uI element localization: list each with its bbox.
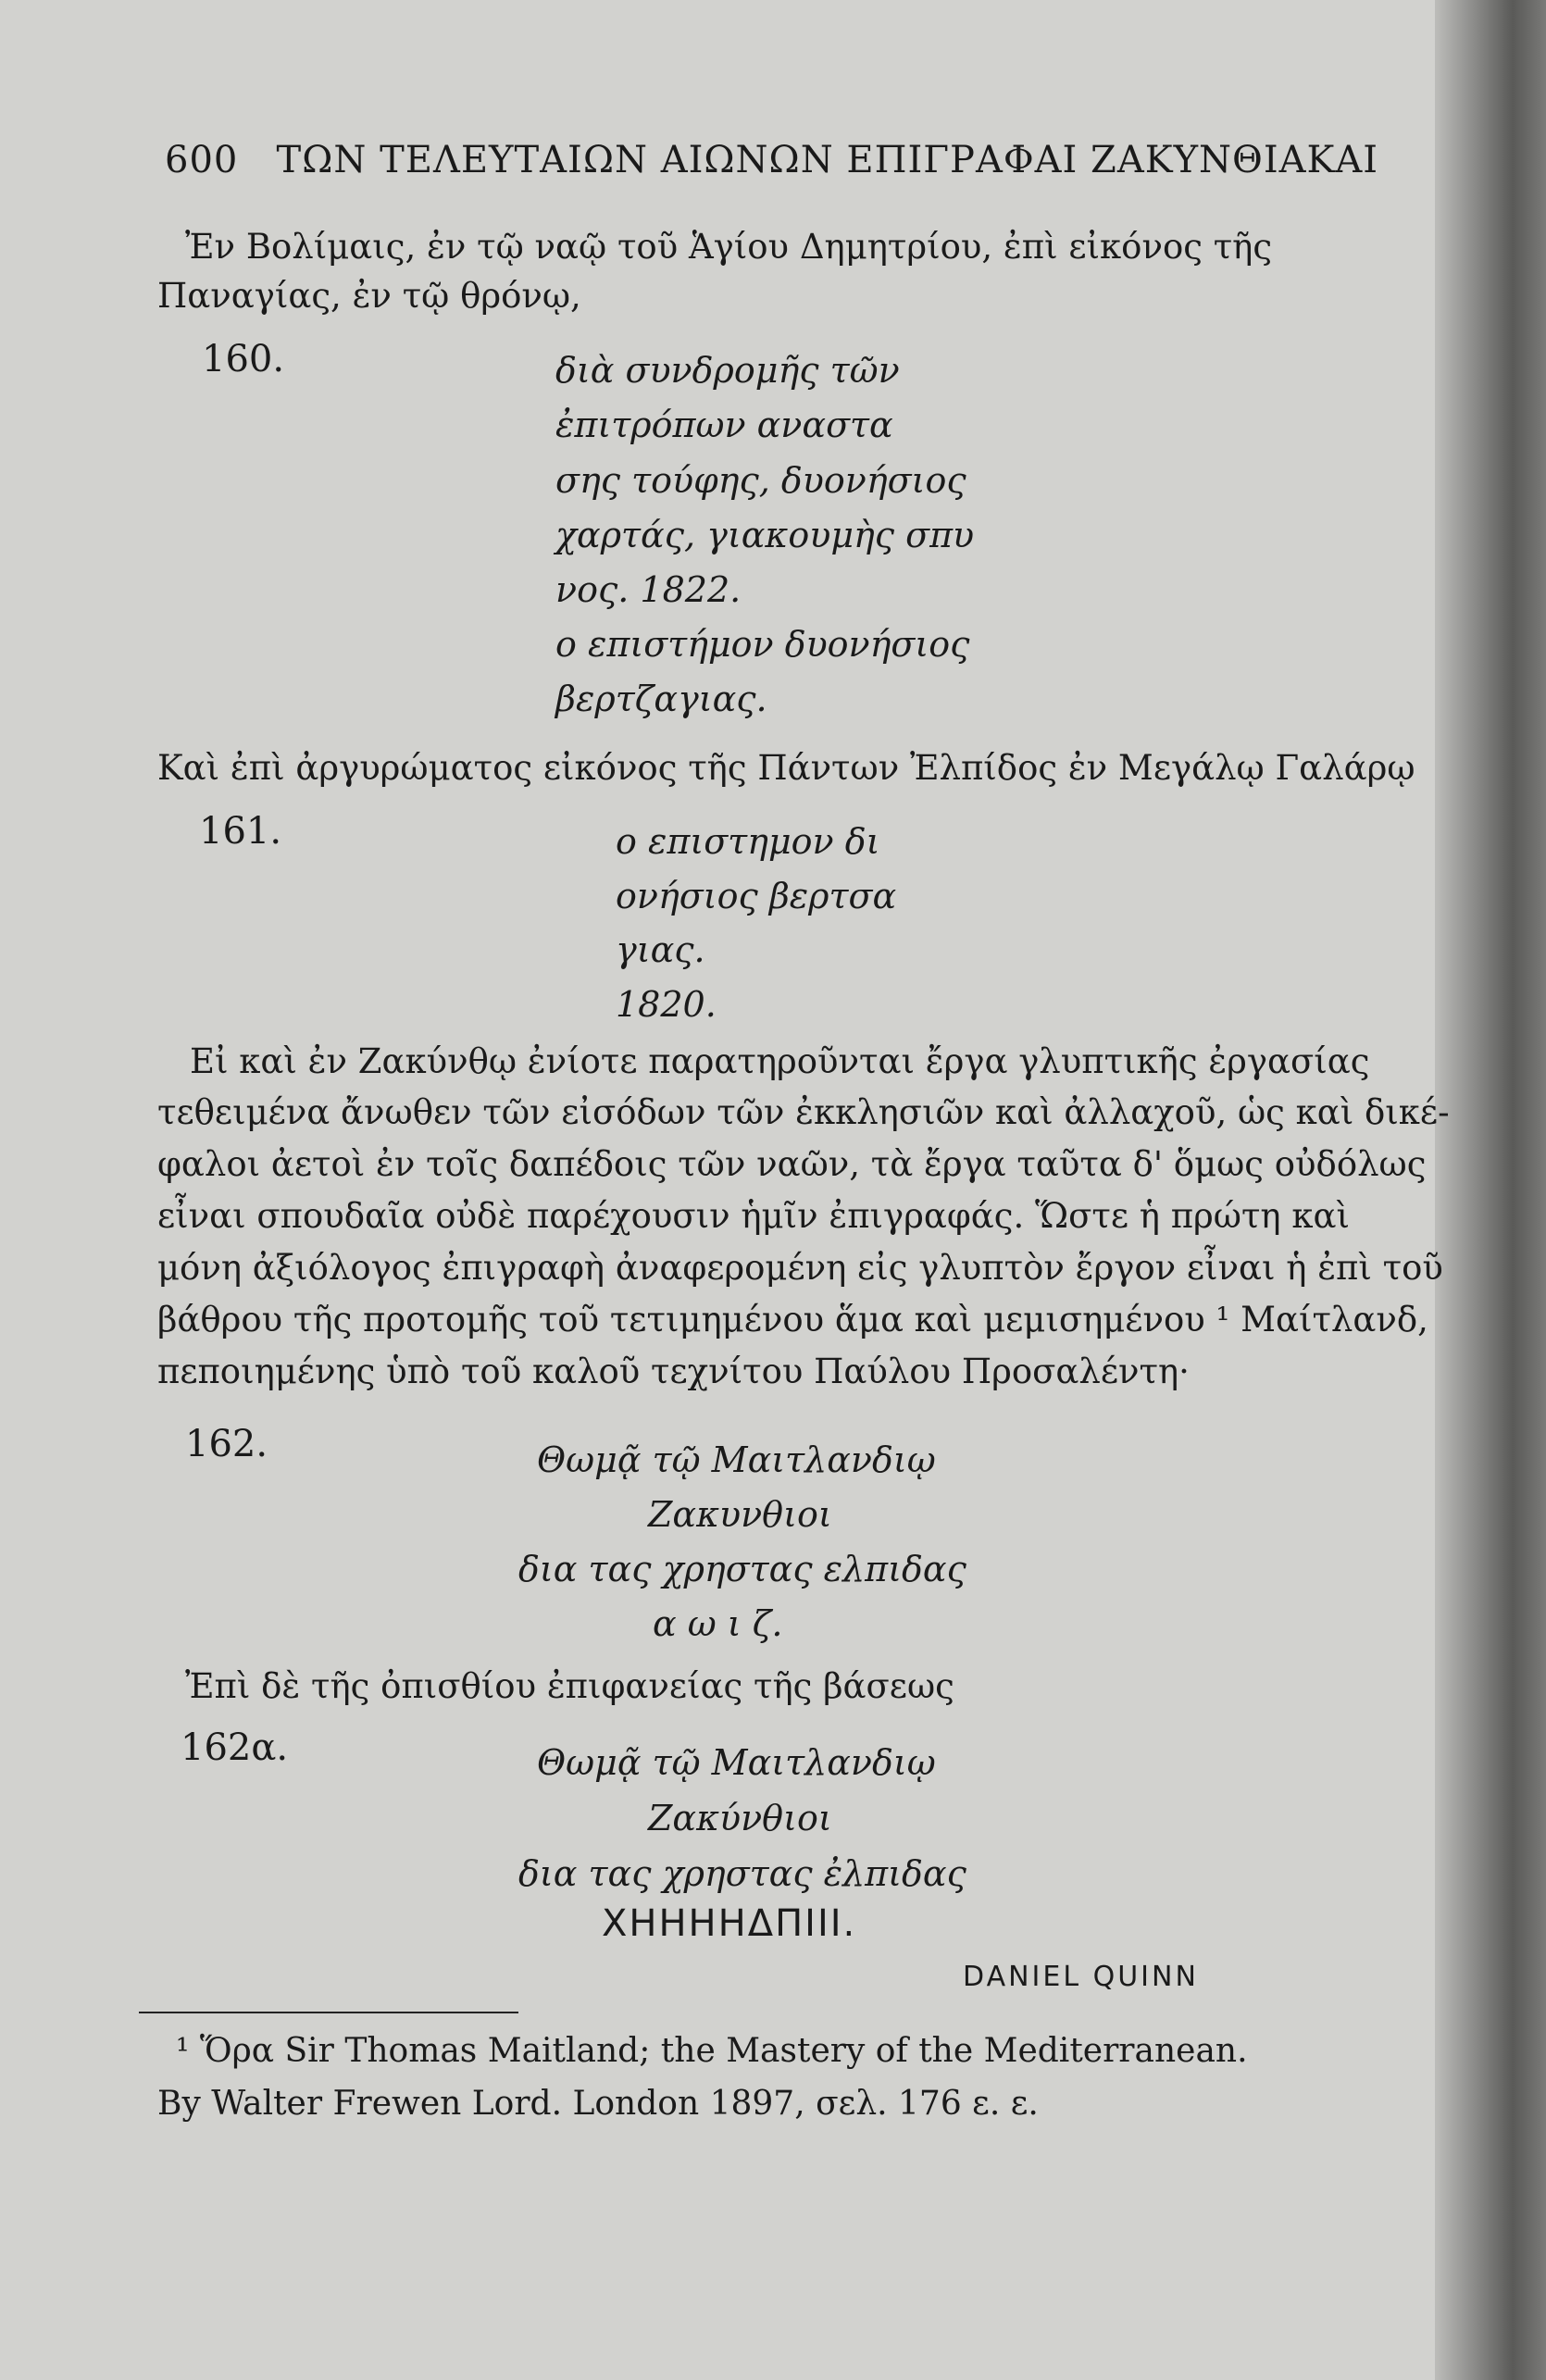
- inscription-161-number: 161.: [199, 810, 282, 853]
- paragraph-line: Εἰ καὶ ἐν Ζακύνθῳ ἐνίοτε παρατηροῦνται ἔργα γλυπτικῆς ἐργασίας: [190, 1041, 1370, 1081]
- insc160-line: σης τούφης, δυονήσιος: [555, 460, 966, 501]
- insc160-line: νος. 1822.: [555, 569, 742, 610]
- footnote-rule: [139, 2012, 518, 2013]
- page-edge-shadow: [1435, 0, 1546, 2380]
- insc162a-line: Θωμᾷ τῷ Μαιτλανδιῳ: [537, 1742, 936, 1783]
- paragraph-line: πεποιημένης ὑπὸ τοῦ καλοῦ τεχνίτου Παύλου Προσαλέντη·: [157, 1352, 1190, 1391]
- insc162a-line: δια τας χρηστας ἐλπιδας: [518, 1853, 966, 1894]
- running-header: [165, 139, 1378, 181]
- insc160-line: χαρτάς, γιακουμὴς σπυ: [555, 515, 975, 555]
- insc162-line: Ζακυνθιοι: [648, 1494, 832, 1535]
- running-title: ΤΩΝ ΤΕΛΕΥΤΑΙΩΝ ΑΙΩΝΩΝ ΕΠΙΓΡΑΦΑΙ ΖΑΚΥΝΘΙΑΚΑΙ: [276, 139, 1379, 181]
- paragraph-line: βάθρου τῆς προτομῆς τοῦ τετιμημένου ἅμα καὶ μεμισημένου ¹ Μαίτλανδ,: [157, 1300, 1428, 1340]
- paragraph-line: φαλοι ἀετοὶ ἐν τοῖς δαπέδοις τῶν ναῶν, τὰ ἔργα ταῦτα δ' ὅμως οὐδόλως: [157, 1144, 1427, 1184]
- insc161-line: γιας.: [616, 929, 705, 970]
- intro-line-4: Ἐπὶ δὲ τῆς ὀπισθίου ἐπιφανείας τῆς βάσεως: [185, 1666, 954, 1706]
- inscription-162a-number: 162α.: [181, 1726, 289, 1769]
- insc160-line: διὰ συνδρομῆς τῶν: [555, 350, 900, 391]
- insc160-line: ο επιστήμον δυονήσιος: [555, 624, 970, 665]
- insc160-line: βερτζαγιας.: [555, 679, 767, 719]
- insc162-line: α ω ι ζ.: [653, 1603, 783, 1644]
- intro-line-3: Καὶ ἐπὶ ἀργυρώματος εἰκόνος τῆς Πάντων Ἐλπίδος ἐν Μεγάλῳ Γαλάρῳ: [157, 748, 1415, 788]
- inscription-160-number: 160.: [202, 338, 285, 380]
- insc161-line: ονήσιος βερτσα: [616, 876, 897, 916]
- intro-line-1: Ἐν Βολίμαις, ἐν τῷ ναῷ τοῦ Ἁγίου Δημητρίου, ἐπὶ εἰκόνος τῆς: [185, 227, 1273, 267]
- paragraph-line: μόνη ἀξιόλογος ἐπιγραφὴ ἀναφερομένη εἰς γλυπτὸν ἔργον εἶναι ἡ ἐπὶ τοῦ: [157, 1248, 1443, 1288]
- insc161-line: ο επιστημον δι: [616, 821, 880, 862]
- insc162-line: δια τας χρηστας ελπιδας: [518, 1549, 966, 1589]
- insc162a-numeral-line: ΧΗΗΗΗΔΠΙΙΙ.: [602, 1902, 857, 1945]
- insc161-line: 1820.: [616, 984, 717, 1025]
- paragraph-line: εἶναι σπουδαῖα οὐδὲ παρέχουσιν ἡμῖν ἐπιγραφάς. Ὥστε ἡ πρώτη καὶ: [157, 1196, 1350, 1236]
- insc162-line: Θωμᾷ τῷ Μαιτλανδιῳ: [537, 1439, 936, 1480]
- intro-line-2: Παναγίας, ἐν τῷ θρόνῳ,: [157, 276, 581, 316]
- inscription-162-number: 162.: [185, 1423, 268, 1465]
- author-signature: DANIEL QUINN: [963, 1961, 1199, 1993]
- paragraph-line: τεθειμένα ἄνωθεν τῶν εἰσόδων τῶν ἐκκλησιῶν καὶ ἀλλαχοῦ, ὡς καὶ δικέ-: [157, 1092, 1450, 1132]
- insc160-line: ἐπιτρόπων αναστα: [555, 405, 893, 445]
- insc162a-line: Ζακύνθιοι: [648, 1798, 832, 1838]
- page-number: 600: [165, 139, 239, 181]
- footnote-line: By Walter Frewen Lord. London 1897, σελ. 176 ε. ε.: [157, 2085, 1039, 2123]
- footnote-line: ¹ Ὅρα Sir Thomas Maitland; the Mastery of the Mediterranean.: [176, 2032, 1248, 2070]
